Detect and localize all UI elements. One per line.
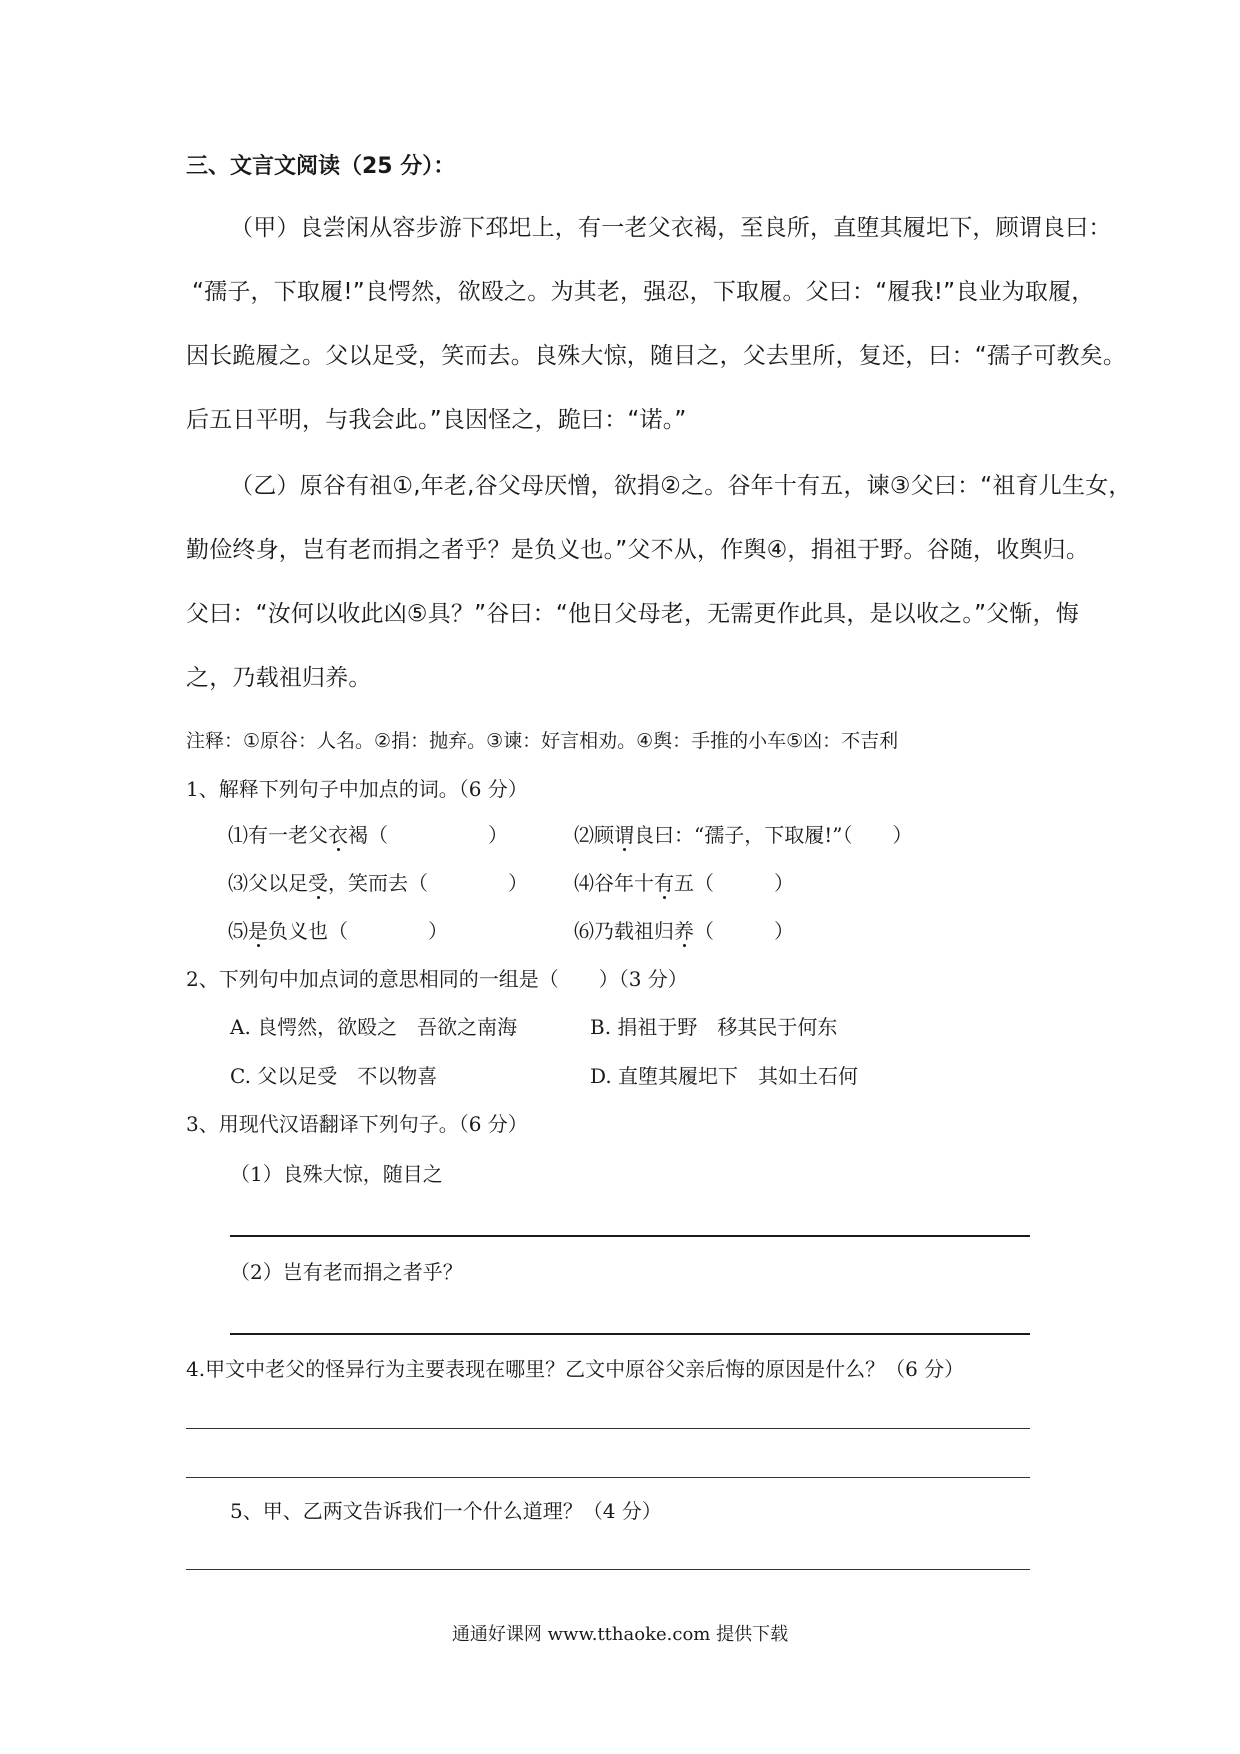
section-title: 三、文言文阅读（25 分）：	[186, 154, 456, 179]
question-3-prompt: 3、用现代汉语翻译下列句子。（6 分）	[186, 1112, 528, 1136]
question-1-item: ⑹乃载祖归养（ ）	[574, 919, 794, 943]
passage-a-line: 后五日平明，与我会此。”良因怪之，跪曰：“诺。”	[186, 407, 687, 433]
question-2-option-d: D. 直堕其履圯下 其如土石何	[590, 1064, 859, 1088]
question-5-prompt: 5、甲、乙两文告诉我们一个什么道理？（4 分）	[230, 1499, 662, 1523]
question-2-option-a: A. 良愕然，欲殴之 吾欲之南海	[230, 1015, 518, 1039]
question-1-item: ⑷谷年十有五（ ）	[574, 871, 794, 895]
passage-b-line: 勤俭终身，岂有老而捐之者乎？是负义也。”父不从，作舆④，捐祖于野。谷随，收舆归。	[186, 537, 1090, 563]
question-3-item: （2）岂有老而捐之者乎？	[230, 1260, 463, 1284]
answer-line	[186, 1569, 1030, 1570]
passage-b-line: （乙）原谷有祖①,年老,谷父母厌憎，欲捐②之。谷年十有五，谏③父曰：“祖育儿生女，	[230, 473, 1132, 499]
question-2-option-b: B. 捐祖于野 移其民于何东	[590, 1015, 838, 1039]
answer-line	[230, 1235, 1030, 1237]
question-1-item: ⑴有一老父衣褐（ ）	[228, 823, 508, 847]
answer-line	[230, 1333, 1030, 1335]
passage-b-line: 之，乃载祖归养。	[186, 665, 372, 691]
question-4-prompt: 4.甲文中老父的怪异行为主要表现在哪里？乙文中原谷父亲后悔的原因是什么？（6 分）	[186, 1357, 965, 1381]
question-1-prompt: 1、解释下列句子中加点的词。（6 分）	[186, 777, 528, 801]
question-3-item: （1）良殊大惊，随目之	[230, 1162, 443, 1186]
answer-line	[186, 1428, 1030, 1429]
question-1-item: ⑸是负义也（ ）	[228, 919, 448, 943]
question-2-prompt: 2、下列句中加点词的意思相同的一组是（ ）（3 分）	[186, 967, 688, 991]
passage-a-line: 因长跪履之。父以足受，笑而去。良殊大惊，随目之，父去里所，复还，曰：“孺子可教矣。	[186, 343, 1127, 369]
question-1-item: ⑵顾谓良曰：“孺子，下取履!”（ ）	[574, 823, 913, 847]
question-1-item: ⑶父以足受，笑而去（ ）	[228, 871, 528, 895]
question-2-option-c: C. 父以足受 不以物喜	[230, 1064, 438, 1088]
annotation-notes: 注释：①原谷：人名。②捐：抛弃。③谏：好言相劝。④舆：手推的小车⑤凶：不吉利	[186, 730, 899, 752]
page-footer: 通通好课网 www.tthaoke.com 提供下载	[451, 1624, 789, 1645]
passage-a-line: （甲）良尝闲从容步游下邳圯上，有一老父衣褐，至良所，直堕其履圯下，顾谓良曰：	[230, 215, 1112, 241]
passage-b-line: 父曰：“汝何以收此凶⑤具？”谷曰：“他日父母老，无需更作此具，是以收之。”父惭，悔	[186, 601, 1079, 627]
answer-line	[186, 1477, 1030, 1478]
passage-a-line: “孺子，下取履!”良愕然，欲殴之。为其老，强忍，下取履。父曰：“履我!”良业为取履，	[192, 279, 1095, 305]
